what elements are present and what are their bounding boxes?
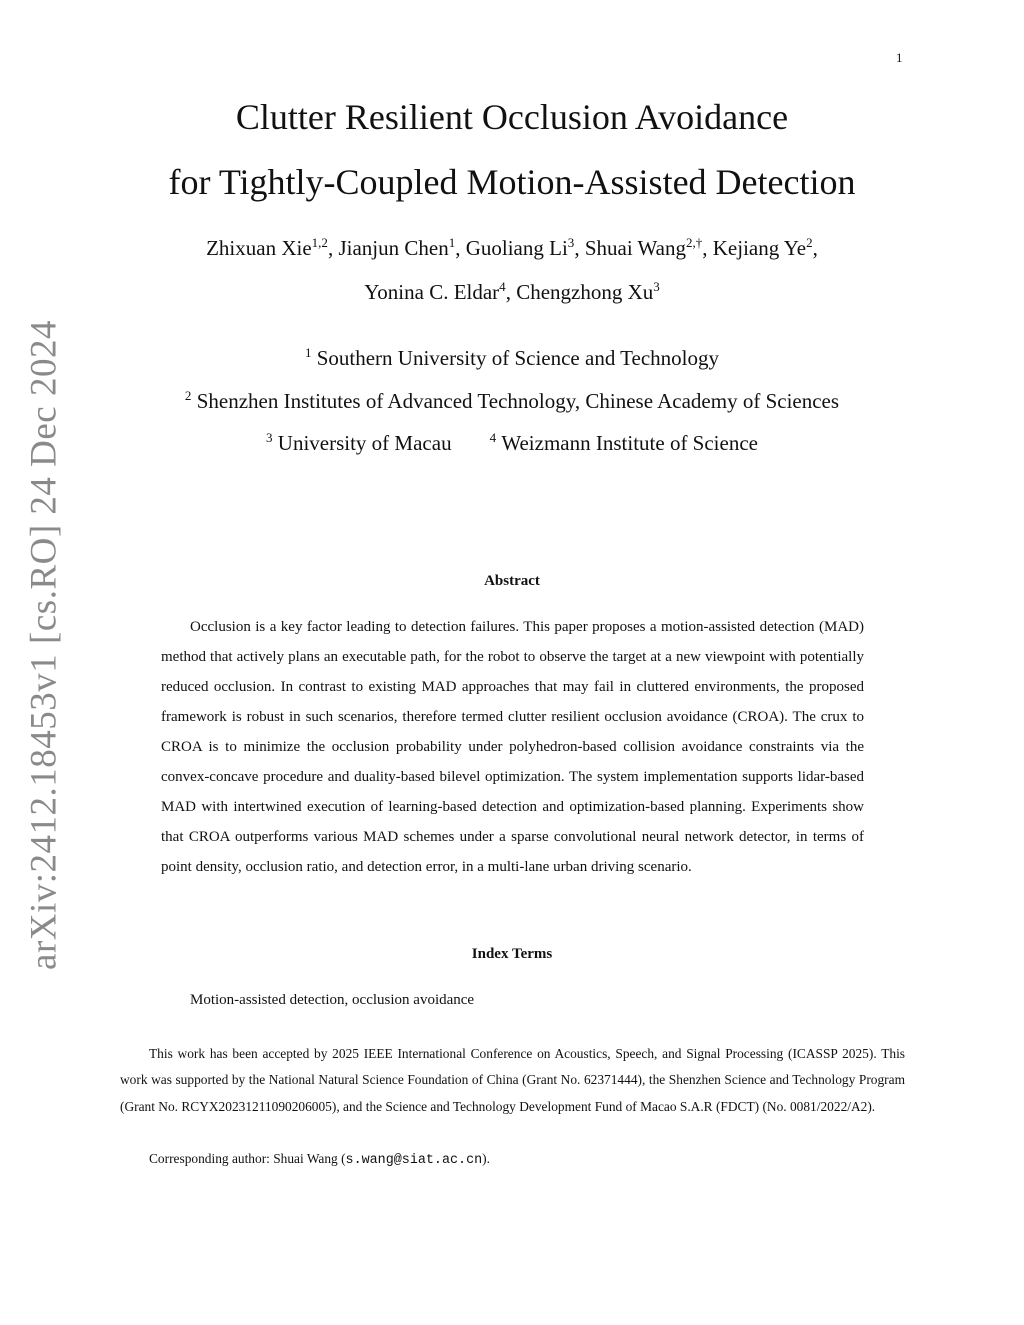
author-separator: ,: [505, 280, 517, 304]
author-name: Jianjun Chen: [338, 236, 449, 260]
author-separator: ,: [455, 236, 466, 260]
author-affiliation-marker: 3: [653, 279, 660, 295]
author-name: Shuai Wang: [584, 236, 686, 260]
arxiv-identifier: arXiv:2412.18453v1 [cs.RO] 24 Dec 2024: [23, 320, 65, 970]
abstract-text: Occlusion is a key factor leading to detection failures. This paper proposes a motion-assisted detection (MAD) method that actively plans an executable path, for the robot to observe the target at a new viewpoint with potentially reduced occlusion. In contrast to existing MAD approaches that may fail in cluttered environments, the proposed framework is robust in such scenarios, therefore termed clutter resilient occlusion avoidance (CROA). The crux to CROA is to minimize the occlusion probability under polyhedron-based collision avoidance constraints via the convex-concave procedure and duality-based bilevel optimization. The system implementation supports lidar-based MAD with intertwined execution of learning-based detection and optimization-based planning. Experiments show that CROA outperforms various MAD schemes under a sparse convolutional neural network detector, in terms of point density, occlusion ratio, and detection error, in a multi-lane urban driving scenario.: [161, 619, 864, 875]
affiliation-name: University of Macau: [277, 431, 452, 455]
abstract-heading: Abstract: [484, 573, 540, 589]
corresponding-email: s.wang@siat.ac.cn: [345, 1153, 483, 1168]
author-affiliation-marker: 3: [567, 235, 575, 251]
index-terms-heading: Index Terms: [471, 946, 553, 962]
affiliation-1: [0, 346, 1024, 371]
author-separator: ,: [812, 236, 818, 260]
affiliation-number: 3: [266, 430, 273, 446]
paper-title-line-1: Clutter Resilient Occlusion Avoidance: [235, 97, 789, 137]
page-number: 1: [896, 50, 903, 65]
corresponding-author-note: [120, 1146, 905, 1174]
paper-title-line-2: for Tightly-Coupled Motion-Assisted Detection: [168, 162, 856, 202]
author-affiliation-marker: 1: [448, 235, 456, 251]
author-list-line-2: [0, 280, 1024, 305]
author-separator: ,: [702, 236, 713, 260]
affiliation-number: 2: [184, 388, 192, 404]
author-name: Zhixuan Xie: [206, 236, 312, 260]
author-separator: ,: [327, 236, 339, 260]
author-name: Yonina C. Eldar: [364, 280, 500, 304]
affiliation-name: Southern University of Science and Technology: [316, 346, 720, 370]
funding-footnote: This work has been accepted by 2025 IEEE International Conference on Acoustics, Speech, and Signal Processing (ICASSP 2025). This work was supported by the National Natural Science Foundation of China (Grant No. 62371444), the Shenzhen Science and Technology Program (Grant No. RCYX20231211090206005), and the Science and Technology Development Fund of Macao S.A.R (FDCT) (No. 0081/2022/A2).: [120, 1046, 905, 1114]
author-affiliation-marker: 1,2: [311, 235, 328, 251]
author-name: Guoliang Li: [465, 236, 568, 260]
affiliation-3-4: [0, 431, 1024, 456]
author-affiliation-marker: 2: [806, 235, 813, 251]
affiliation-name: Shenzhen Institutes of Advanced Technology, Chinese Academy of Sciences: [196, 389, 840, 413]
corresponding-suffix: ).: [482, 1151, 490, 1166]
author-affiliation-marker: 4: [499, 279, 506, 295]
index-terms-text: Motion-assisted detection, occlusion avoidance: [190, 992, 475, 1008]
author-name: Kejiang Ye: [712, 236, 807, 260]
author-name: Chengzhong Xu: [516, 280, 654, 304]
affiliation-number: 4: [489, 430, 497, 446]
affiliation-2: [0, 389, 1024, 414]
affiliation-name: Weizmann Institute of Science: [501, 431, 758, 455]
author-list-line-1: [0, 236, 1024, 261]
corresponding-author-label: Corresponding author: Shuai Wang (: [149, 1151, 346, 1166]
author-affiliation-marker: 2,†: [685, 235, 703, 251]
affiliation-number: 1: [304, 345, 312, 361]
author-separator: ,: [574, 236, 585, 260]
